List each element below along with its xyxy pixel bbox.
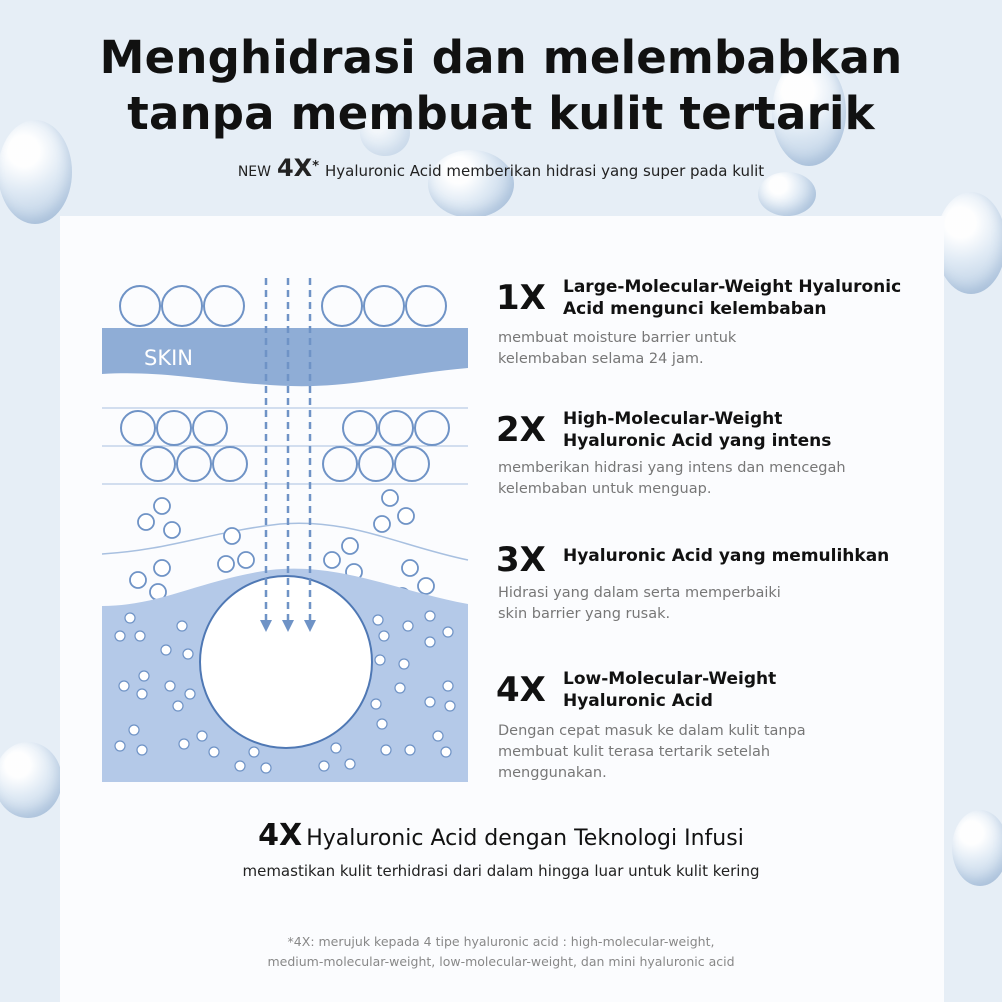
mini-molecule xyxy=(179,739,189,749)
large-molecule xyxy=(322,286,362,326)
feature-title-line: High-Molecular-Weight xyxy=(563,409,783,429)
feature-description-line: kelembaban untuk menguap. xyxy=(498,481,712,497)
headline-line-1: Menghidrasi dan melembabkan xyxy=(99,31,903,84)
mini-molecule xyxy=(135,631,145,641)
mini-molecule xyxy=(425,637,435,647)
mini-molecule xyxy=(119,681,129,691)
wave-line xyxy=(102,523,468,560)
mini-molecule xyxy=(371,699,381,709)
small-molecule xyxy=(342,538,358,554)
mini-molecule xyxy=(161,645,171,655)
mini-molecule xyxy=(331,743,341,753)
mini-molecule xyxy=(425,611,435,621)
layer-lines xyxy=(102,408,468,484)
mini-molecule xyxy=(125,613,135,623)
mini-molecule xyxy=(399,659,409,669)
feature-description-line: skin barrier yang rusak. xyxy=(498,606,671,622)
high-molecule xyxy=(343,411,377,445)
feature-title-line: Acid mengunci kelembaban xyxy=(563,299,827,319)
mini-molecule xyxy=(249,747,259,757)
infusion-subtitle: memastikan kulit terhidrasi dari dalam hingga luar untuk kulit kering xyxy=(242,862,760,880)
feature-description xyxy=(498,458,928,500)
feature-title xyxy=(563,276,933,320)
large-molecule xyxy=(162,286,202,326)
footnote-line: medium-molecular-weight, low-molecular-weight, dan mini hyaluronic acid xyxy=(267,954,735,969)
subheadline-multiplier: 4X xyxy=(276,154,313,182)
feature-number: 2X xyxy=(496,410,546,450)
footnote-line: *4X: merujuk kepada 4 tipe hyaluronic acid : high-molecular-weight, xyxy=(287,934,715,949)
large-molecule xyxy=(364,286,404,326)
water-droplet-decoration xyxy=(0,742,62,818)
small-molecule xyxy=(224,528,240,544)
mini-molecule xyxy=(433,731,443,741)
feature-description-line: menggunakan. xyxy=(498,765,607,781)
large-molecule-group xyxy=(120,286,446,326)
feature-description-line: kelembaban selama 24 jam. xyxy=(498,351,704,367)
mini-molecule xyxy=(197,731,207,741)
feature-description-line: memberikan hidrasi yang intens dan mencegah xyxy=(498,460,846,476)
high-molecule xyxy=(415,411,449,445)
mini-molecule xyxy=(177,621,187,631)
high-molecule xyxy=(121,411,155,445)
mini-molecule xyxy=(425,697,435,707)
feature-title-line: Large-Molecular-Weight Hyaluronic xyxy=(563,277,902,297)
mini-molecule xyxy=(403,621,413,631)
large-molecule xyxy=(204,286,244,326)
footnote xyxy=(0,932,1002,972)
subheadline-text: Hyaluronic Acid memberikan hidrasi yang super pada kulit xyxy=(325,162,765,180)
mini-molecule xyxy=(183,649,193,659)
feature-title xyxy=(563,545,933,567)
mini-molecule xyxy=(395,683,405,693)
subheadline xyxy=(0,154,1002,182)
asterisk: * xyxy=(312,159,319,174)
mini-molecule xyxy=(235,761,245,771)
small-molecule xyxy=(418,578,434,594)
small-molecule xyxy=(238,552,254,568)
high-molecule xyxy=(379,411,413,445)
small-molecule xyxy=(382,490,398,506)
skin-label: SKIN xyxy=(144,346,194,370)
mini-molecule xyxy=(137,745,147,755)
mini-molecule xyxy=(381,745,391,755)
feature-title-line: Hyaluronic Acid xyxy=(563,691,713,711)
mini-molecule xyxy=(319,761,329,771)
feature-number: 4X xyxy=(496,670,546,710)
small-molecule xyxy=(164,522,180,538)
mini-molecule xyxy=(139,671,149,681)
mini-molecule xyxy=(379,631,389,641)
feature-description xyxy=(498,328,928,370)
small-molecule xyxy=(130,572,146,588)
feature-description-line: membuat moisture barrier untuk xyxy=(498,330,737,346)
mini-molecule xyxy=(373,615,383,625)
infusion-multiplier: 4X xyxy=(258,818,303,853)
feature-description-line: Hidrasi yang dalam serta memperbaiki xyxy=(498,585,781,601)
mini-molecule xyxy=(261,763,271,773)
page-headline xyxy=(0,30,1002,142)
new-label: NEW xyxy=(237,164,271,180)
feature-title-line: Hyaluronic Acid yang intens xyxy=(563,431,832,451)
mini-molecule xyxy=(137,689,147,699)
mini-molecule xyxy=(115,741,125,751)
mini-molecule xyxy=(443,627,453,637)
small-molecule xyxy=(154,560,170,576)
mini-molecule xyxy=(345,759,355,769)
infusion-headline-text: Hyaluronic Acid dengan Teknologi Infusi xyxy=(306,826,744,851)
mini-molecule xyxy=(209,747,219,757)
high-molecule xyxy=(359,447,393,481)
feature-title-line: Hyaluronic Acid yang memulihkan xyxy=(563,546,890,566)
high-molecule xyxy=(193,411,227,445)
mini-molecule xyxy=(129,725,139,735)
feature-description xyxy=(498,583,928,625)
mini-molecule xyxy=(115,631,125,641)
small-molecule xyxy=(324,552,340,568)
feature-description xyxy=(498,721,928,784)
large-molecule xyxy=(120,286,160,326)
mini-molecule xyxy=(173,701,183,711)
skin-layer-diagram xyxy=(100,270,470,784)
mini-molecule xyxy=(441,747,451,757)
high-molecule xyxy=(213,447,247,481)
small-molecule xyxy=(398,508,414,524)
mini-molecule xyxy=(405,745,415,755)
headline-line-2: tanpa membuat kulit tertarik xyxy=(127,87,875,140)
mini-molecule xyxy=(377,719,387,729)
high-molecule xyxy=(395,447,429,481)
feature-title xyxy=(563,408,933,452)
small-molecule xyxy=(154,498,170,514)
mini-molecule xyxy=(375,655,385,665)
large-molecule xyxy=(406,286,446,326)
high-molecule xyxy=(177,447,211,481)
feature-description-line: membuat kulit terasa tertarik setelah xyxy=(498,744,771,760)
small-molecule xyxy=(138,514,154,530)
small-molecule xyxy=(374,516,390,532)
feature-title xyxy=(563,668,933,712)
water-droplet-decoration xyxy=(936,192,1002,294)
high-molecule xyxy=(323,447,357,481)
feature-title-line: Low-Molecular-Weight xyxy=(563,669,777,689)
feature-number: 3X xyxy=(496,540,546,580)
feature-description-line: Dengan cepat masuk ke dalam kulit tanpa xyxy=(498,723,806,739)
high-molecule xyxy=(141,447,175,481)
small-molecule xyxy=(402,560,418,576)
mini-molecule xyxy=(445,701,455,711)
small-molecule xyxy=(218,556,234,572)
infusion-headline xyxy=(0,818,1002,853)
mini-molecule xyxy=(165,681,175,691)
hydration-core xyxy=(200,576,372,748)
high-molecule xyxy=(157,411,191,445)
mini-molecule xyxy=(443,681,453,691)
mini-molecule xyxy=(185,689,195,699)
feature-number: 1X xyxy=(496,278,546,318)
